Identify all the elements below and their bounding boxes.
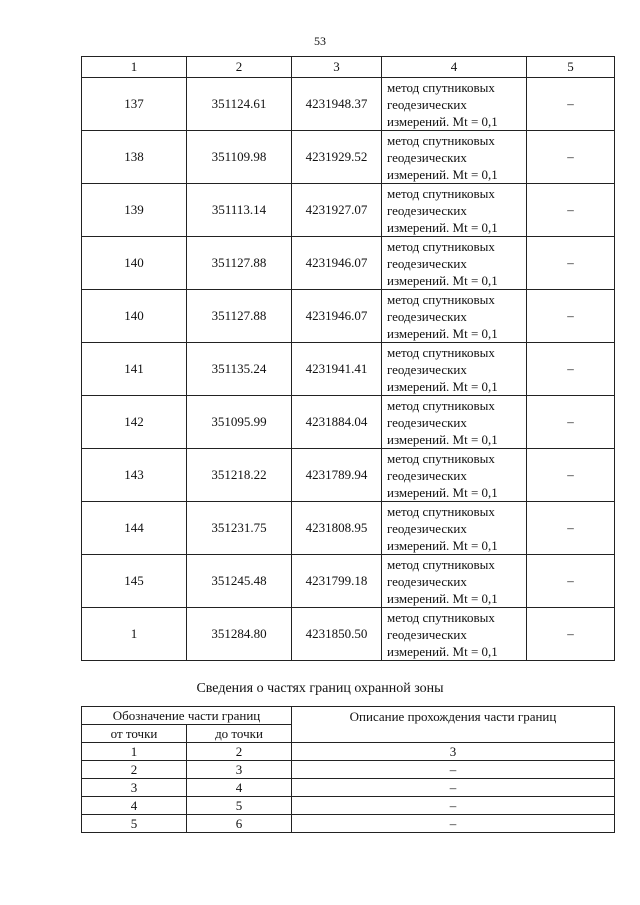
x-coordinate-cell: 351127.88 bbox=[187, 237, 292, 290]
y-coordinate-cell: 4231799.18 bbox=[292, 555, 382, 608]
method-cell: метод спутниковых геодезических измерений. Mt = 0,1 bbox=[382, 290, 527, 343]
x-coordinate-cell: 351109.98 bbox=[187, 131, 292, 184]
method-cell: метод спутниковых геодезических измерений. Mt = 0,1 bbox=[382, 555, 527, 608]
coordinates-header-row bbox=[82, 57, 615, 78]
column-header-5: 5 bbox=[527, 57, 615, 78]
column-number-2: 2 bbox=[187, 743, 292, 761]
column-5-cell: – bbox=[527, 396, 615, 449]
column-5-cell: – bbox=[527, 78, 615, 131]
table-row bbox=[82, 779, 615, 797]
from-point-header: от точки bbox=[82, 725, 187, 743]
point-number-cell: 143 bbox=[82, 449, 187, 502]
to-point-cell: 6 bbox=[187, 815, 292, 833]
x-coordinate-cell: 351124.61 bbox=[187, 78, 292, 131]
parts-header-row-1 bbox=[82, 707, 615, 725]
y-coordinate-cell: 4231884.04 bbox=[292, 396, 382, 449]
from-point-cell: 4 bbox=[82, 797, 187, 815]
x-coordinate-cell: 351218.22 bbox=[187, 449, 292, 502]
to-point-cell: 3 bbox=[187, 761, 292, 779]
to-point-header: до точки bbox=[187, 725, 292, 743]
y-coordinate-cell: 4231941.41 bbox=[292, 343, 382, 396]
table-row bbox=[82, 608, 615, 661]
column-5-cell: – bbox=[527, 343, 615, 396]
to-point-cell: 5 bbox=[187, 797, 292, 815]
point-number-cell: 144 bbox=[82, 502, 187, 555]
table-row bbox=[82, 290, 615, 343]
method-cell: метод спутниковых геодезических измерений. Mt = 0,1 bbox=[382, 131, 527, 184]
point-number-cell: 139 bbox=[82, 184, 187, 237]
page-number: 53 bbox=[314, 34, 326, 48]
x-coordinate-cell: 351135.24 bbox=[187, 343, 292, 396]
parts-column-numbers-row bbox=[82, 743, 615, 761]
column-header-1: 1 bbox=[82, 57, 187, 78]
column-number-3: 3 bbox=[292, 743, 615, 761]
column-number-1: 1 bbox=[82, 743, 187, 761]
boundary-description-header: Описание прохождения части границ bbox=[292, 707, 615, 743]
y-coordinate-cell: 4231946.07 bbox=[292, 237, 382, 290]
table-row bbox=[82, 761, 615, 779]
description-cell: – bbox=[292, 797, 615, 815]
method-cell: метод спутниковых геодезических измерений. Mt = 0,1 bbox=[382, 343, 527, 396]
y-coordinate-cell: 4231946.07 bbox=[292, 290, 382, 343]
from-point-cell: 3 bbox=[82, 779, 187, 797]
column-5-cell: – bbox=[527, 555, 615, 608]
method-cell: метод спутниковых геодезических измерений. Mt = 0,1 bbox=[382, 184, 527, 237]
y-coordinate-cell: 4231808.95 bbox=[292, 502, 382, 555]
table-row bbox=[82, 237, 615, 290]
point-number-cell: 140 bbox=[82, 237, 187, 290]
table-row bbox=[82, 343, 615, 396]
table-row bbox=[82, 131, 615, 184]
description-cell: – bbox=[292, 815, 615, 833]
to-point-cell: 4 bbox=[187, 779, 292, 797]
y-coordinate-cell: 4231850.50 bbox=[292, 608, 382, 661]
table-row bbox=[82, 184, 615, 237]
column-header-3: 3 bbox=[292, 57, 382, 78]
table-row bbox=[82, 815, 615, 833]
table-row bbox=[82, 449, 615, 502]
coordinates-table bbox=[81, 56, 615, 661]
table-row bbox=[82, 502, 615, 555]
column-5-cell: – bbox=[527, 184, 615, 237]
x-coordinate-cell: 351284.80 bbox=[187, 608, 292, 661]
table-row bbox=[82, 396, 615, 449]
boundary-part-designation-header: Обозначение части границ bbox=[82, 707, 292, 725]
y-coordinate-cell: 4231929.52 bbox=[292, 131, 382, 184]
column-5-cell: – bbox=[527, 502, 615, 555]
from-point-cell: 2 bbox=[82, 761, 187, 779]
x-coordinate-cell: 351127.88 bbox=[187, 290, 292, 343]
method-cell: метод спутниковых геодезических измерений. Mt = 0,1 bbox=[382, 237, 527, 290]
from-point-cell: 5 bbox=[82, 815, 187, 833]
column-5-cell: – bbox=[527, 290, 615, 343]
description-cell: – bbox=[292, 761, 615, 779]
method-cell: метод спутниковых геодезических измерений. Mt = 0,1 bbox=[382, 78, 527, 131]
point-number-cell: 142 bbox=[82, 396, 187, 449]
description-cell: – bbox=[292, 779, 615, 797]
boundary-parts-table bbox=[81, 706, 615, 833]
column-5-cell: – bbox=[527, 449, 615, 502]
y-coordinate-cell: 4231789.94 bbox=[292, 449, 382, 502]
point-number-cell: 145 bbox=[82, 555, 187, 608]
x-coordinate-cell: 351245.48 bbox=[187, 555, 292, 608]
column-header-4: 4 bbox=[382, 57, 527, 78]
section-title: Сведения о частях границ охранной зоны bbox=[196, 681, 444, 696]
y-coordinate-cell: 4231948.37 bbox=[292, 78, 382, 131]
method-cell: метод спутниковых геодезических измерений. Mt = 0,1 bbox=[382, 502, 527, 555]
x-coordinate-cell: 351095.99 bbox=[187, 396, 292, 449]
table-row bbox=[82, 78, 615, 131]
table-row bbox=[82, 555, 615, 608]
column-5-cell: – bbox=[527, 131, 615, 184]
point-number-cell: 141 bbox=[82, 343, 187, 396]
point-number-cell: 1 bbox=[82, 608, 187, 661]
column-5-cell: – bbox=[527, 237, 615, 290]
table-row bbox=[82, 797, 615, 815]
column-5-cell: – bbox=[527, 608, 615, 661]
y-coordinate-cell: 4231927.07 bbox=[292, 184, 382, 237]
x-coordinate-cell: 351231.75 bbox=[187, 502, 292, 555]
method-cell: метод спутниковых геодезических измерений. Mt = 0,1 bbox=[382, 396, 527, 449]
point-number-cell: 140 bbox=[82, 290, 187, 343]
point-number-cell: 137 bbox=[82, 78, 187, 131]
column-header-2: 2 bbox=[187, 57, 292, 78]
point-number-cell: 138 bbox=[82, 131, 187, 184]
x-coordinate-cell: 351113.14 bbox=[187, 184, 292, 237]
method-cell: метод спутниковых геодезических измерений. Mt = 0,1 bbox=[382, 608, 527, 661]
method-cell: метод спутниковых геодезических измерений. Mt = 0,1 bbox=[382, 449, 527, 502]
